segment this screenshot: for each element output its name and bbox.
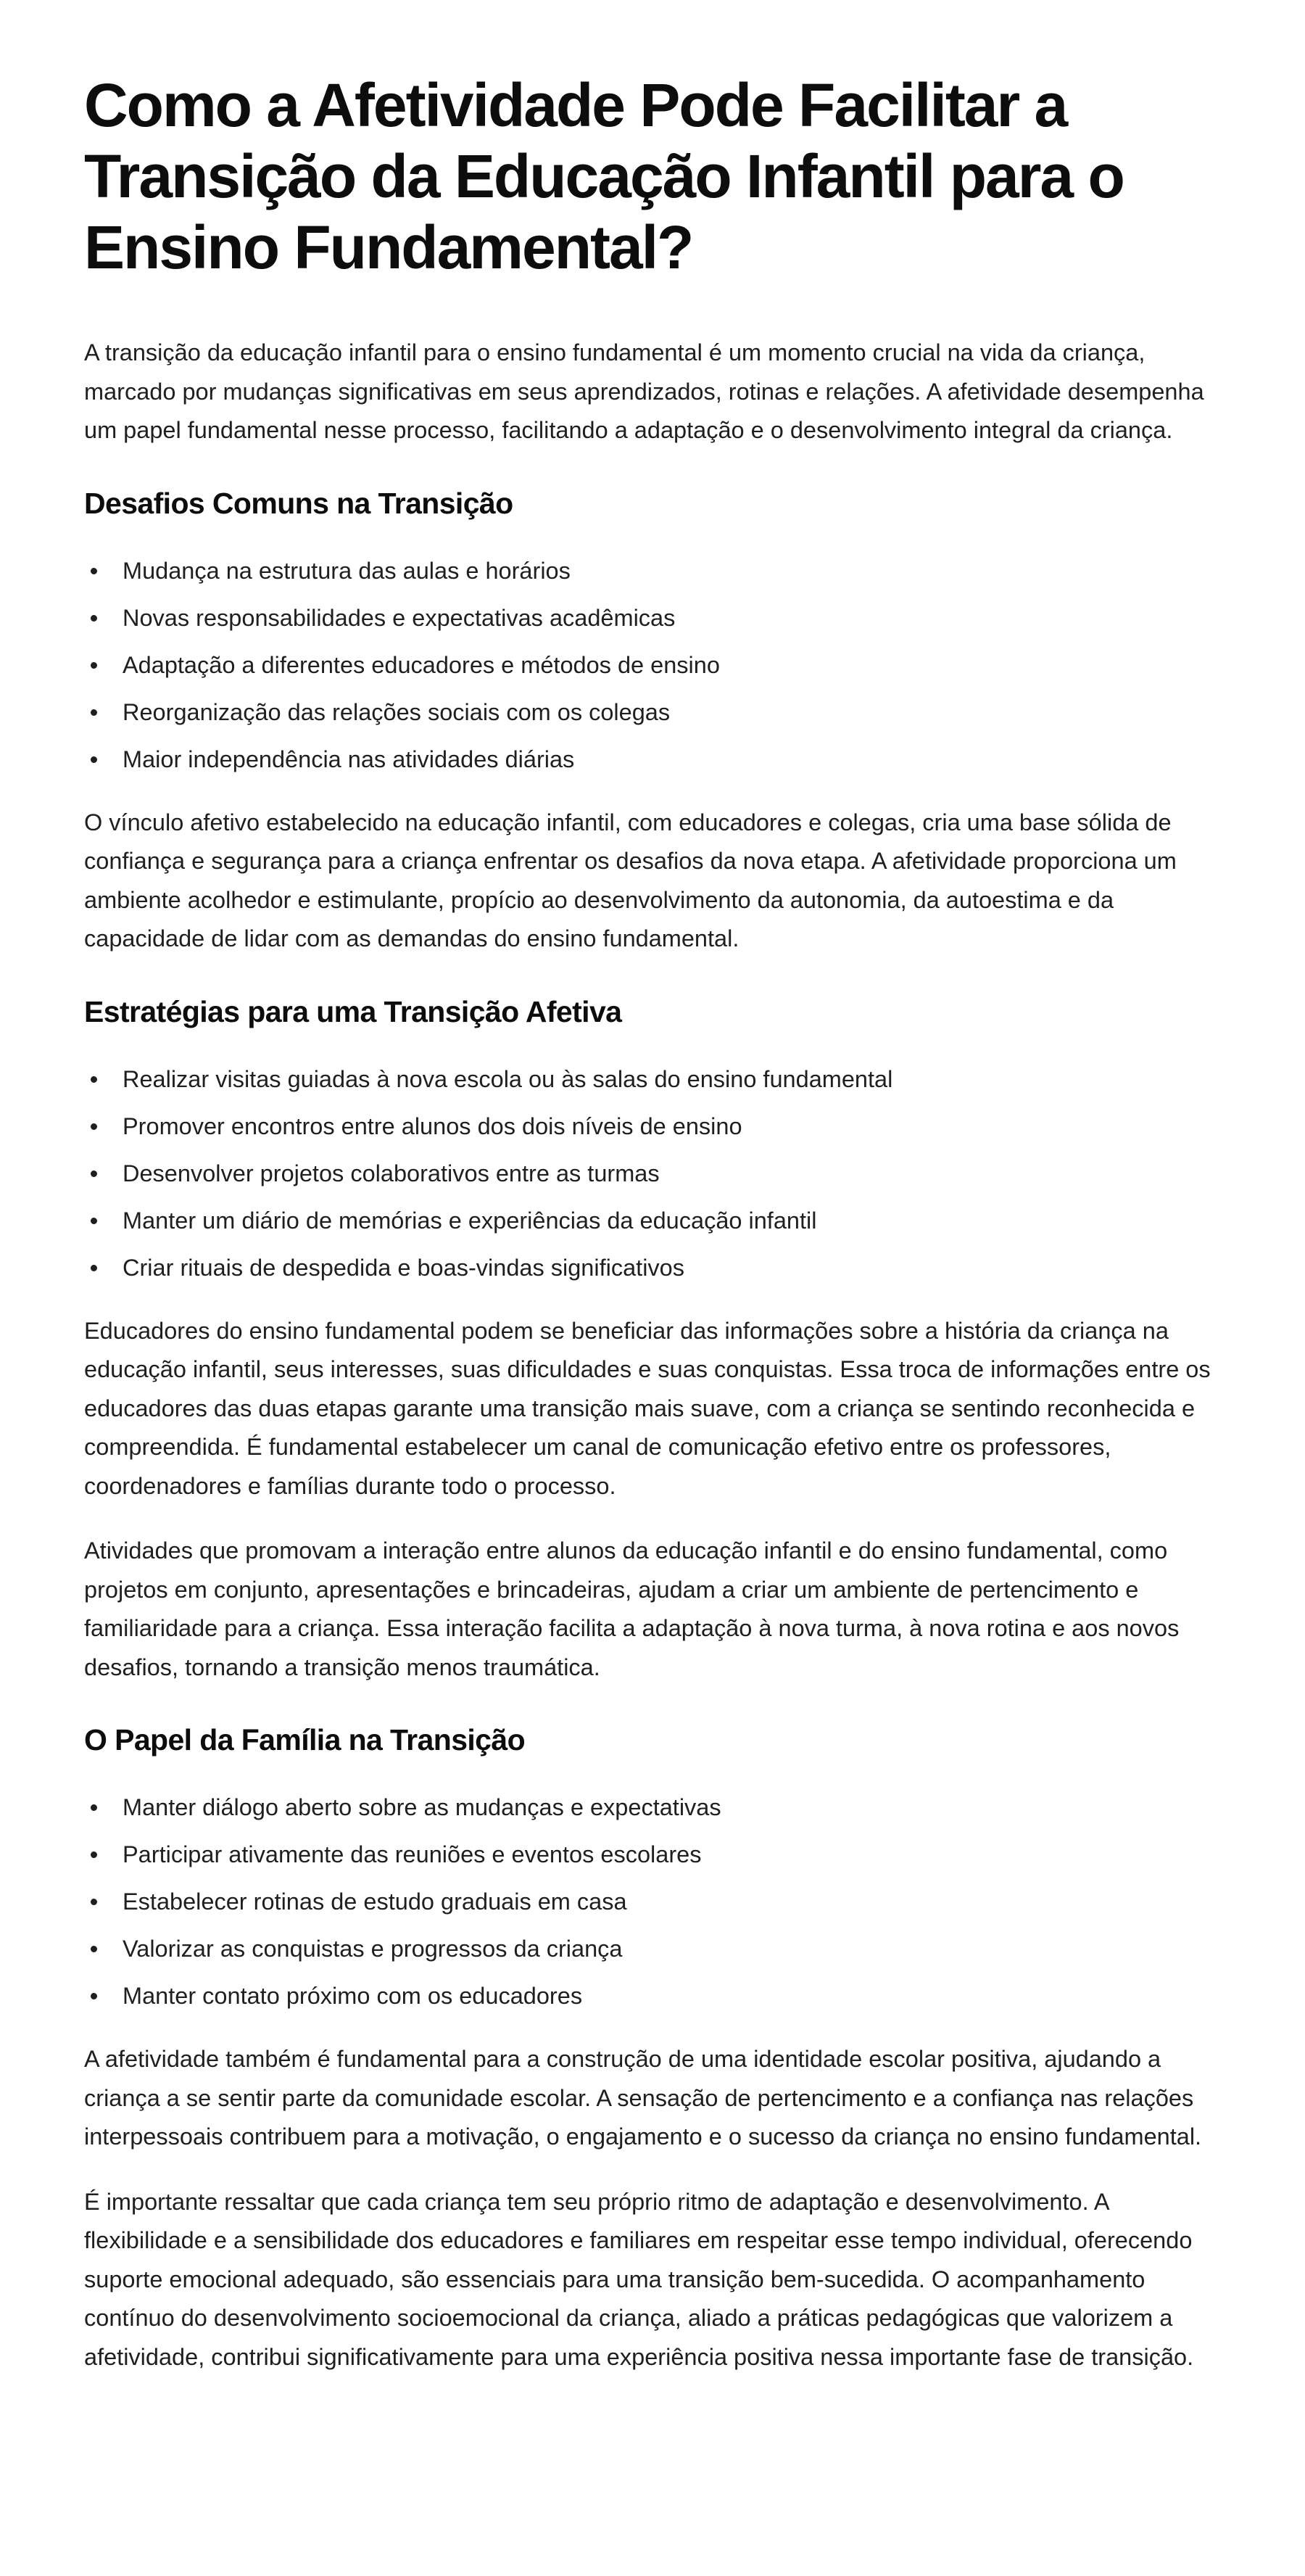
list-item: Novas responsabilidades e expectativas acadêmicas bbox=[84, 595, 1221, 642]
list-item: Criar rituais de despedida e boas-vindas significativos bbox=[84, 1244, 1221, 1292]
list-item: Adaptação a diferentes educadores e métodos de ensino bbox=[84, 642, 1221, 689]
strategies-list bbox=[84, 1056, 1221, 1292]
list-item: Manter diálogo aberto sobre as mudanças e expectativas bbox=[84, 1784, 1221, 1831]
body-paragraph: Atividades que promovam a interação entre alunos da educação infantil e do ensino fundamental, como projetos em conjunto, apresentações e brincadeiras, ajudam a criar um ambiente de pertencimento e familiaridade para a criança. Essa interação facilita a adaptação à nova turma, à nova rotina e aos novos desafios, tornando a transição menos traumática. bbox=[84, 1537, 1180, 1680]
list-item: Valorizar as conquistas e progressos da criança bbox=[84, 1925, 1221, 1973]
family-role-list bbox=[84, 1784, 1221, 2020]
list-item: Realizar visitas guiadas à nova escola ou às salas do ensino fundamental bbox=[84, 1056, 1221, 1103]
list-item: Desenvolver projetos colaborativos entre as turmas bbox=[84, 1150, 1221, 1197]
body-paragraph: É importante ressaltar que cada criança tem seu próprio ritmo de adaptação e desenvolvimento. A flexibilidade e a sensibilidade dos educadores e familiares em respeitar esse tempo individual, oferecendo suporte emocional adequado, são essenciais para uma transição bem-sucedida. O acompanhamento contínuo do desenvolvimento socioemocional da criança, aliado a práticas pedagógicas que valorizem a afetividade, contribui significativamente para uma experiência positiva nessa importante fase de transição. bbox=[84, 2188, 1194, 2370]
page-title: Como a Afetividade Pode Facilitar a Transição da Educação Infantil para o Ensino Fundamental? bbox=[84, 71, 1124, 281]
intro-paragraph: A transição da educação infantil para o ensino fundamental é um momento crucial na vida da criança, marcado por mudanças significativas em seus aprendizados, rotinas e relações. A afetividade desempenha um papel fundamental nesse processo, facilitando a adaptação e o desenvolvimento integral da criança. bbox=[84, 339, 1204, 443]
list-item: Reorganização das relações sociais com os colegas bbox=[84, 689, 1221, 736]
list-item: Mudança na estrutura das aulas e horários bbox=[84, 548, 1221, 595]
body-paragraph: O vínculo afetivo estabelecido na educação infantil, com educadores e colegas, cria uma base sólida de confiança e segurança para a criança enfrentar os desafios da nova etapa. A afetividade proporciona um ambiente acolhedor e estimulante, propício ao desenvolvimento da autonomia, da autoestima e da capacidade de lidar com as demandas do ensino fundamental. bbox=[84, 809, 1177, 951]
section-heading-desafios: Desafios Comuns na Transição bbox=[84, 486, 513, 520]
body-paragraph: Educadores do ensino fundamental podem se beneficiar das informações sobre a história da criança na educação infantil, seus interesses, suas dificuldades e suas conquistas. Essa troca de informações entre os educadores das duas etapas garante uma transição mais suave, com a criança se sentindo reconhecida e compreendida. É fundamental estabelecer um canal de comunicação efetivo entre os professores, coordenadores e famílias durante todo o processo. bbox=[84, 1317, 1211, 1499]
body-paragraph: A afetividade também é fundamental para a construção de uma identidade escolar positiva, ajudando a criança a se sentir parte da comunidade escolar. A sensação de pertencimento e a confiança nas relações interpessoais contribuem para a motivação, o engajamento e o sucesso da criança no ensino fundamental. bbox=[84, 2046, 1202, 2150]
list-item: Promover encontros entre alunos dos dois níveis de ensino bbox=[84, 1103, 1221, 1150]
list-item: Manter um diário de memórias e experiências da educação infantil bbox=[84, 1197, 1221, 1244]
list-item: Participar ativamente das reuniões e eventos escolares bbox=[84, 1831, 1221, 1878]
list-item: Estabelecer rotinas de estudo graduais em casa bbox=[84, 1878, 1221, 1925]
list-item: Manter contato próximo com os educadores bbox=[84, 1973, 1221, 2020]
section-heading-familia: O Papel da Família na Transição bbox=[84, 1723, 526, 1756]
section-heading-estrategias: Estratégias para uma Transição Afetiva bbox=[84, 994, 622, 1028]
list-item: Maior independência nas atividades diárias bbox=[84, 736, 1221, 783]
challenges-list bbox=[84, 548, 1221, 783]
